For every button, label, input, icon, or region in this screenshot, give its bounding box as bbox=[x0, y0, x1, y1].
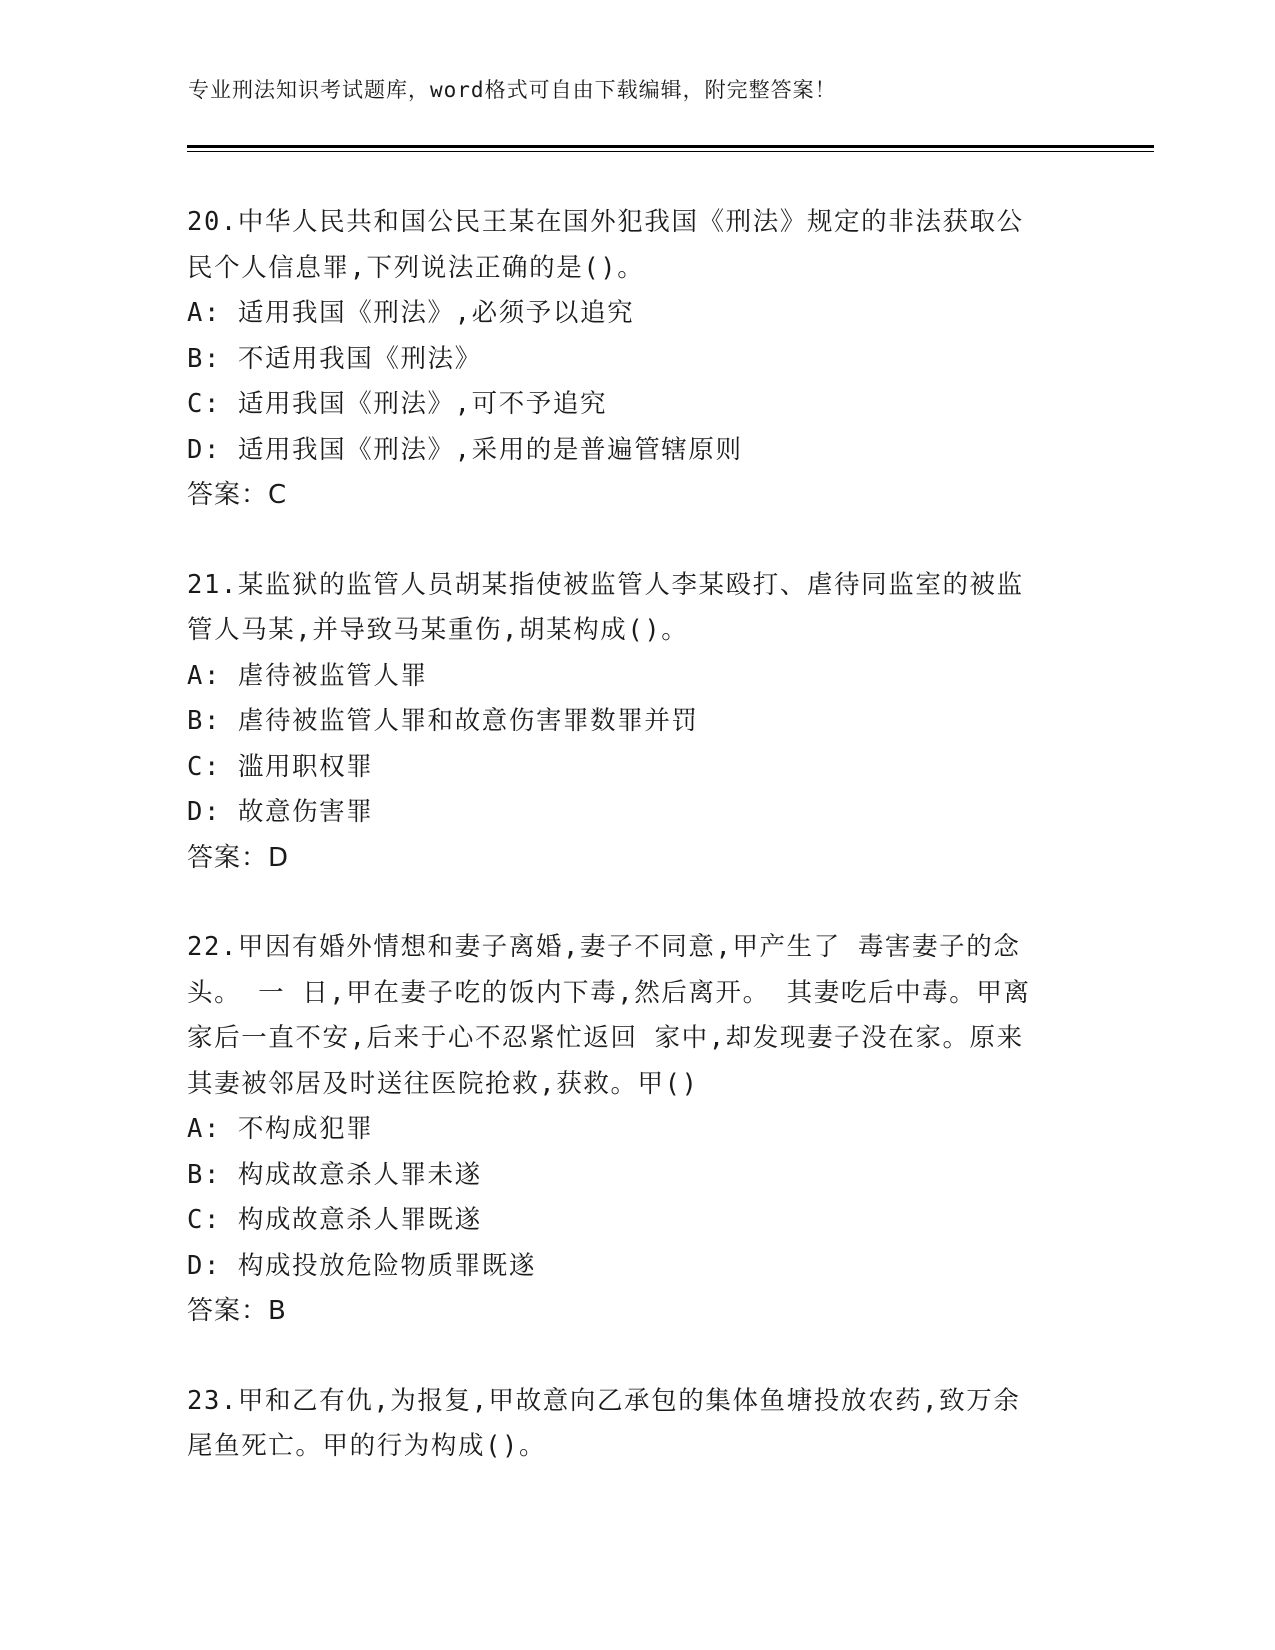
option-a: A: 不构成犯罪 bbox=[187, 1114, 374, 1144]
option-c: C: 构成故意杀人罪既遂 bbox=[187, 1205, 482, 1235]
question-stem-line: 民个人信息罪,下列说法正确的是()。 bbox=[187, 252, 645, 283]
option-c: C: 滥用职权罪 bbox=[187, 751, 374, 782]
question-stem-line: 23.甲和乙有仇,为报复,甲故意向乙承包的集体鱼塘投放农药,致万余 bbox=[187, 1385, 1021, 1416]
option-d: D: 构成投放危险物质罪既遂 bbox=[187, 1250, 536, 1281]
option-d: D: 故意伤害罪 bbox=[187, 797, 374, 827]
answer: 答案：D bbox=[187, 842, 290, 873]
question-20 bbox=[187, 200, 1087, 519]
question-23 bbox=[187, 1379, 1087, 1470]
question-stem-line: 管人马某,并导致马某重伤,胡某构成()。 bbox=[187, 615, 689, 645]
answer: 答案：B bbox=[187, 1296, 287, 1326]
question-22 bbox=[187, 925, 1087, 1335]
option-c: C: 适用我国《刑法》,可不予追究 bbox=[187, 389, 608, 419]
question-stem-line: 尾鱼死亡。甲的行为构成()。 bbox=[187, 1431, 547, 1461]
answer: 答案：C bbox=[187, 480, 288, 510]
question-stem-line: 21.某监狱的监管人员胡某指使被监管人李某殴打、虐待同监室的被监 bbox=[187, 569, 1024, 600]
question-stem-line: 头。 一 日,甲在妻子吃的饭内下毒,然后离开。 其妻吃后中毒。甲离 bbox=[187, 977, 1031, 1008]
question-stem-line: 其妻被邻居及时送往医院抢救,获救。甲() bbox=[187, 1068, 699, 1099]
question-stem-line: 家后一直不安,后来于心不忍紧忙返回 家中,却发现妻子没在家。原来 bbox=[187, 1023, 1024, 1053]
option-a: A: 适用我国《刑法》,必须予以追究 bbox=[187, 298, 635, 328]
question-stem-line: 20.中华人民共和国公民王某在国外犯我国《刑法》规定的非法获取公 bbox=[187, 207, 1024, 237]
question-list bbox=[187, 200, 1087, 1514]
page-header: 专业刑法知识考试题库，word格式可自由下载编辑，附完整答案！ bbox=[188, 78, 837, 102]
option-b: B: 虐待被监管人罪和故意伤害罪数罪并罚 bbox=[187, 706, 699, 736]
header-rule-thick bbox=[187, 145, 1154, 148]
option-d: D: 适用我国《刑法》,采用的是普遍管辖原则 bbox=[187, 434, 743, 465]
question-stem-line: 22.甲因有婚外情想和妻子离婚,妻子不同意,甲产生了 毒害妻子的念 bbox=[187, 932, 1021, 962]
option-b: B: 构成故意杀人罪未遂 bbox=[187, 1159, 482, 1190]
option-b: B: 不适用我国《刑法》 bbox=[187, 343, 482, 374]
question-21 bbox=[187, 563, 1087, 882]
header-rule-thin bbox=[187, 151, 1154, 152]
option-a: A: 虐待被监管人罪 bbox=[187, 660, 428, 691]
